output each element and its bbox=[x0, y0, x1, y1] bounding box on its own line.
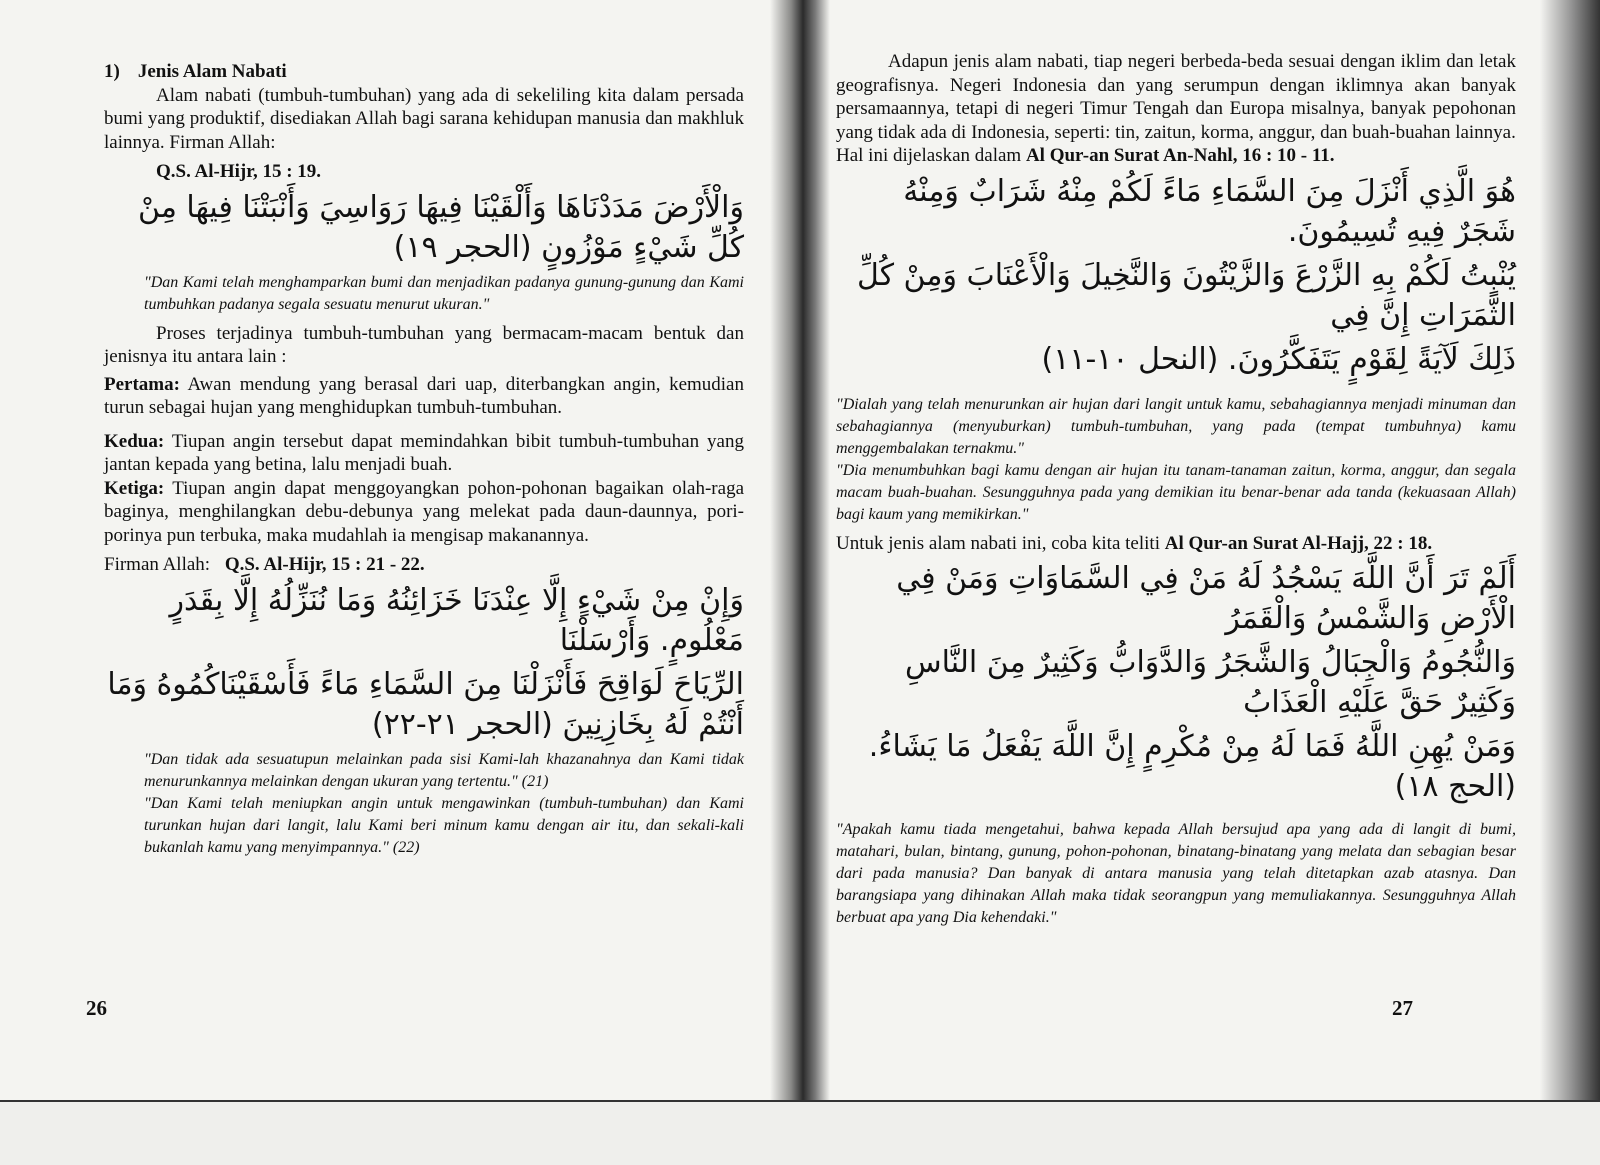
item-pertama bbox=[104, 373, 744, 420]
arabic-al-hajj-2: وَالنُّجُومُ وَالْجِبَالُ وَالشَّجَرُ وَالدَّوَابُّ وَكَثِيرٌ مِنَ النَّاسِ وَكَثِيرٌ حَقَّ عَلَيْهِ الْعَذَابُ bbox=[904, 645, 1516, 720]
an-nahl-lead: Hal ini dijelaskan dalam bbox=[836, 145, 1022, 166]
paragraph-intro: Alam nabati (tumbuh-tumbuhan) yang ada di sekeliling kita dalam persada bumi yang produktif, disediakan Allah bagi sarana kehidupan manusia dan makhluk lainnya. Firman Allah: bbox=[104, 84, 744, 153]
paragraph-adapun: Adapun jenis alam nabati, tiap negeri berbeda-beda sesuai dengan iklim dan letak geografisnya. Negeri Indonesia dan yang serumpun dengan iklimnya akan banyak persamaannya, tetapi di negeri Timur Tengah dan Europa misalnya, banyak pepohonan yang tidak ada di Indonesia, seperti: tin, zaitun, korma, anggur, dan buah-buahan lainnya. bbox=[836, 51, 1516, 143]
firman-label: Firman Allah: bbox=[104, 554, 211, 575]
ketiga-label: Ketiga: bbox=[104, 477, 165, 499]
kedua-text: Tiupan angin tersebut dapat memindahkan bibit tumbuh-tumbuhan yang jantan kepada yang betina, lalu menjadi buah. bbox=[104, 430, 744, 475]
firman-line bbox=[104, 553, 744, 577]
arabic-an-nahl-3: ذَلِكَ لَآيَةً لِقَوْمٍ يَتَفَكَّرُونَ. (النحل ١٠-١١) bbox=[1041, 341, 1516, 377]
al-hajj-lead: Untuk jenis alam nabati ini, coba kita teliti bbox=[836, 532, 1160, 554]
page-number-right: 27 bbox=[1392, 996, 1413, 1020]
verse-reference-2: Q.S. Al-Hijr, 15 : 21 - 22. bbox=[224, 554, 425, 575]
arabic-an-nahl-2: يُنْبِتُ لَكُمْ بِهِ الزَّرْعَ وَالزَّيْتُونَ وَالنَّخِيلَ وَالْأَعْنَابَ وَمِنْ كُلِّ الثَّمَرَاتِ إِنَّ فِي bbox=[857, 257, 1516, 333]
item-ketiga bbox=[104, 477, 744, 548]
arabic-verse-2b: الرِّيَاحَ لَوَاقِحَ فَأَنْزَلْنَا مِنَ السَّمَاءِ مَاءً فَأَسْقَيْنَاكُمُوهُ وَمَا أَنْتُمْ لَهُ بِخَازِنِينَ (الحجر ٢١-٢٢) bbox=[107, 666, 744, 742]
arabic-al-hajj-1: أَلَمْ تَرَ أَنَّ اللَّهَ يَسْجُدُ لَهُ مَنْ فِي السَّمَاوَاتِ وَمَنْ فِي الْأَرْضِ وَالشَّمْسُ وَالْقَمَرُ bbox=[896, 561, 1516, 636]
ketiga-text: Tiupan angin dapat menggoyangkan pohon-pohonan bagaikan olah-raga baginya, menghilangkan debu-debunya yang melekat pada daun-daunnya, pori-porinya pun terbuka, maka mudahlah ia mengisap makanannya. bbox=[104, 477, 744, 546]
page-number-left: 26 bbox=[86, 996, 107, 1020]
right-page bbox=[784, 0, 1600, 1110]
heading-number: 1) bbox=[104, 61, 120, 82]
book-gutter-shadow bbox=[770, 0, 830, 1110]
pertama-text: Awan mendung yang berasal dari uap, diterbangkan angin, kemudian turun sebagai hujan yang menghidupkan tumbuh-tumbuhan. bbox=[104, 373, 744, 418]
translation-an-nahl-11: "Dia menumbuhkan bagi kamu dengan air hujan itu tanam-tanaman zaitun, korma, anggur, dan segala macam buah-buahan. Sesungguhnya pada yang demikian itu benar-benar ada tanda (kekuasaan Allah) bagi kaum yang memikirkan." bbox=[836, 461, 1516, 523]
paragraph-an-nahl bbox=[836, 144, 1516, 168]
page-edge-shadow bbox=[1540, 0, 1600, 1110]
paragraph-process: Proses terjadinya tumbuh-tumbuhan yang bermacam-macam bentuk dan jenisnya itu antara lain : bbox=[104, 322, 744, 367]
al-hajj-reference: Al Qur-an Surat Al-Hajj, 22 : 18. bbox=[1164, 532, 1433, 554]
item-kedua bbox=[104, 430, 744, 477]
left-page-text bbox=[104, 60, 744, 859]
translation-1: "Dan Kami telah menghamparkan bumi dan menjadikan padanya gunung-gunung dan Kami tumbuhkan padanya segala sesuatu menurut ukuran." bbox=[144, 273, 744, 313]
heading-title: Jenis Alam Nabati bbox=[137, 61, 287, 82]
translation-2b: "Dan Kami telah meniupkan angin untuk mengawinkan (tumbuh-tumbuhan) dan Kami turunkan hujan dari langit, lalu Kami beri minum kamu dengan air itu, dan sekali-kali bukanlah kamu yang menyimpannya." (22) bbox=[144, 794, 744, 856]
kedua-label: Kedua: bbox=[104, 430, 165, 452]
scan-bottom-strip bbox=[0, 1100, 1600, 1165]
pertama-label: Pertama: bbox=[104, 373, 180, 395]
right-page-text bbox=[836, 50, 1516, 929]
arabic-an-nahl-1: هُوَ الَّذِي أَنْزَلَ مِنَ السَّمَاءِ مَاءً لَكُمْ مِنْهُ شَرَابٌ وَمِنْهُ شَجَرٌ فِيهِ تُسِيمُونَ. bbox=[903, 173, 1516, 249]
paragraph-al-hajj bbox=[836, 532, 1516, 556]
translation-al-hajj: "Apakah kamu tiada mengetahui, bahwa kepada Allah bersujud apa yang ada di langit di bumi, matahari, bulan, bintang, gunung, pohon-pohonan, binatang-binatang yang melata dan sebagian besar dari pada manusia? Dan banyak di antara manusia yang telah ditetapkan azab atasnya. Dan barangsiapa yang dihinakan Allah maka tidak seorangpun yang memuliakannya. Sesungguhnya Allah berbuat apa yang Dia kehendaki." bbox=[836, 821, 1516, 926]
arabic-verse-1: وَالْأَرْضَ مَدَدْنَاهَا وَأَلْقَيْنَا فِيهَا رَوَاسِيَ وَأَنْبَتْنَا فِيهَا مِنْ كُلِّ شَيْءٍ مَوْزُونٍ (الحجر ١٩) bbox=[137, 189, 744, 265]
arabic-al-hajj-3: وَمَنْ يُهِنِ اللَّهُ فَمَا لَهُ مِنْ مُكْرِمٍ إِنَّ اللَّهَ يَفْعَلُ مَا يَشَاءُ. (الحج ١٨) bbox=[868, 729, 1516, 804]
left-page bbox=[0, 0, 784, 1110]
an-nahl-reference: Al Qur-an Surat An-Nahl, 16 : 10 - 11. bbox=[1025, 145, 1335, 166]
translation-an-nahl-10: "Dialah yang telah menurunkan air hujan dari langit untuk kamu, sebahagiannya menjadi minuman dan sebahagiannya (menyuburkan) tumbuh-tumbuhan, yang pada (tempat tumbuhnya) kamu menggembalakan ternakmu." bbox=[836, 395, 1516, 457]
arabic-verse-2a: وَإِنْ مِنْ شَيْءٍ إِلَّا عِنْدَنَا خَزَائِنُهُ وَمَا نُنَزِّلُهُ إِلَّا بِقَدَرٍ مَعْلُومٍ. وَأَرْسَلْنَا bbox=[169, 582, 744, 658]
verse-reference-1: Q.S. Al-Hijr, 15 : 19. bbox=[156, 161, 322, 182]
translation-2a: "Dan tidak ada sesuatupun melainkan pada sisi Kami-lah khazanahnya dan Kami tidak menurunkannya melainkan dengan ukuran yang tertentu." (21) bbox=[144, 750, 744, 790]
section-heading bbox=[104, 60, 744, 84]
